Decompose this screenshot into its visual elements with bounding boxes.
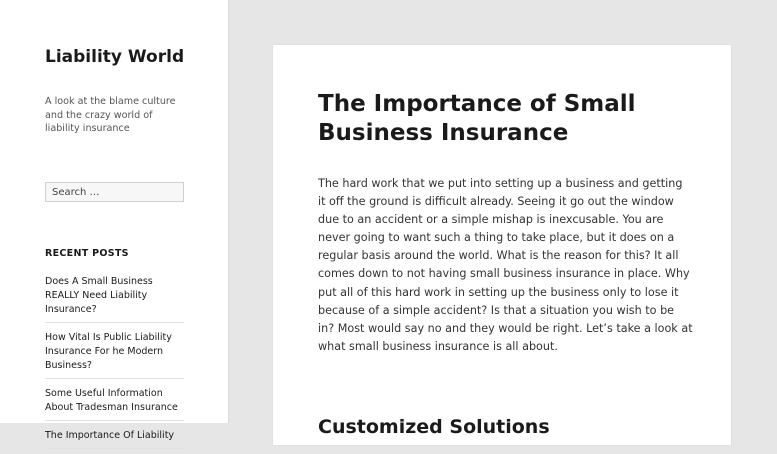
recent-posts-heading: RECENT POSTS <box>45 248 129 259</box>
list-item <box>45 426 184 449</box>
list-item <box>45 328 184 379</box>
list-item <box>45 272 184 323</box>
recent-post-link[interactable]: Does A Small Business REALLY Need Liability Insurance? <box>45 276 153 315</box>
article-subheading: Customized Solutions <box>318 416 550 438</box>
sidebar <box>0 0 229 441</box>
list-item <box>45 384 184 421</box>
search-input[interactable] <box>45 182 184 202</box>
recent-post-link[interactable]: How Vital Is Public Liability Insurance For he Modern Business? <box>45 332 172 371</box>
article-body: The hard work that we put into setting up a business and getting it off the ground is difficult already. Seeing it go out the window due to an accident or a simple mishap is inexcusable. You are never going to want such a thing to take place, but it does on a regular basis around the world. What is the reason for this? It all comes down to not having small business insurance in place. Why put all of this hard work in setting up the business only to lose it because of a simple accident? Is that a situation you wish to be in? Most would say no and they would be right. Let’s take a look at what small business insurance is all about. <box>318 177 693 353</box>
site-title-link[interactable]: Liability World <box>45 47 185 67</box>
recent-posts-list <box>45 272 184 454</box>
site-description: A look at the blame culture and the crazy world of liability insurance <box>45 96 176 134</box>
recent-post-link[interactable]: The Importance Of Liability <box>45 430 175 441</box>
article-card <box>273 45 731 445</box>
article-title[interactable]: The Importance of Small Business Insurance <box>318 91 636 146</box>
recent-post-link[interactable]: Some Useful Information About Tradesman Insurance <box>45 388 178 413</box>
